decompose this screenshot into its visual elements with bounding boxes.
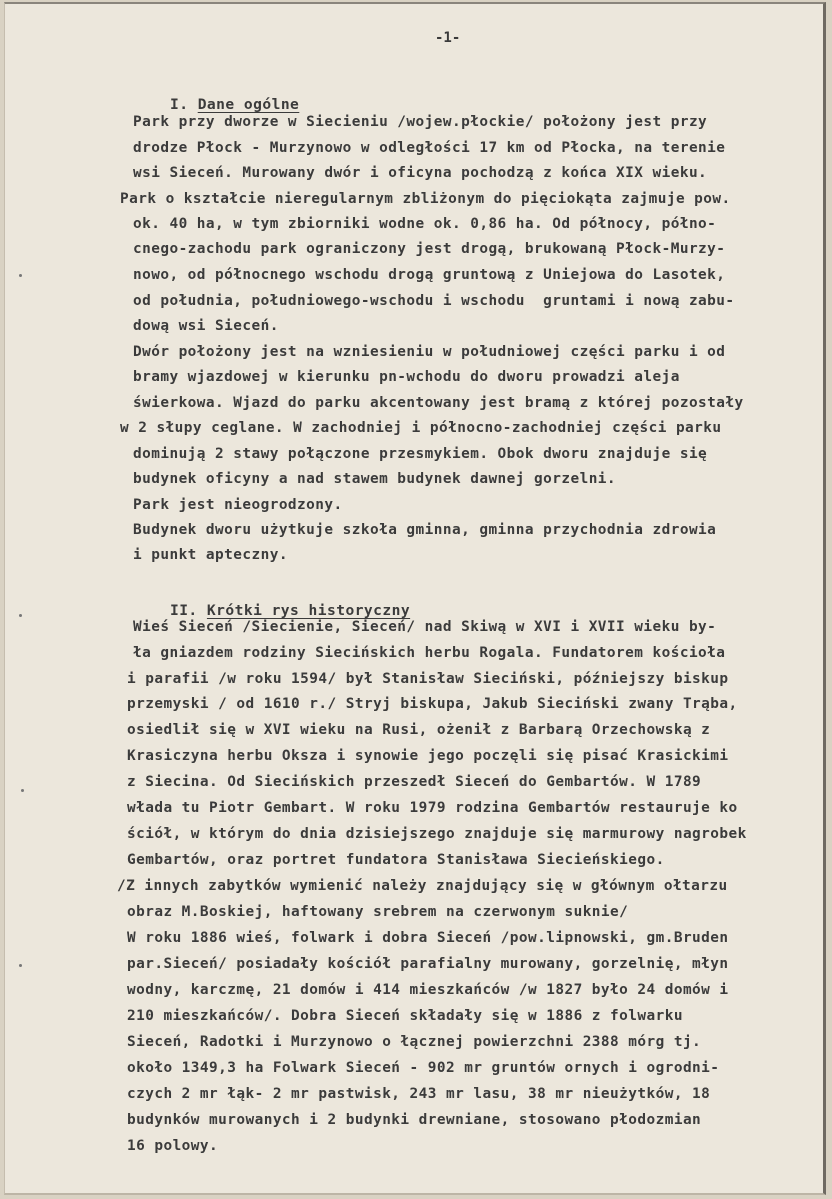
s1-line: i punkt apteczny. bbox=[133, 547, 288, 563]
s2-line: wodny, karczmę, 21 domów i 414 mieszkańców /w 1827 było 24 domów i bbox=[127, 982, 729, 998]
s2-line: /Z innych zabytków wymienić należy znajdujący się w głównym ołtarzu bbox=[117, 878, 728, 894]
s2-line: obraz M.Boskiej, haftowany srebrem na czerwonym suknie/ bbox=[127, 904, 629, 920]
s1-line: nowo, od północnego wschodu drogą gruntową z Uniejowa do Lasotek, bbox=[133, 267, 726, 283]
s1-line: dominują 2 stawy połączone przesmykiem. Obok dworu znajduje się bbox=[133, 446, 708, 462]
scan-speck bbox=[19, 274, 22, 277]
s1-line: Park przy dworze w Siecieniu /wojew.płockie/ położony jest przy bbox=[133, 114, 708, 130]
s1-line: ok. 40 ha, w tym zbiorniki wodne ok. 0,86 ha. Od północy, półno- bbox=[133, 216, 717, 232]
section-1-title: Dane ogólne bbox=[197, 96, 300, 113]
s2-line: W roku 1886 wieś, folwark i dobra Sieceń /pow.lipnowski, gm.Bruden bbox=[127, 930, 729, 946]
page-number: -1- bbox=[435, 30, 461, 46]
s1-line: Park o kształcie nieregularnym zbliżonym do pięciokąta zajmuje pow. bbox=[120, 191, 731, 207]
s2-line: osiedlił się w XVI wieku na Rusi, ożenił z Barbarą Orzechowską z bbox=[127, 722, 711, 738]
s2-line: Wieś Sieceń /Siecienie, Sieceń/ nad Skiwą w XVI i XVII wieku by- bbox=[133, 619, 717, 635]
s1-line: Dwór położony jest na wzniesieniu w południowej części parku i od bbox=[133, 344, 726, 360]
s2-line: Krasiczyna herbu Oksza i synowie jego poczęli się pisać Krasickimi bbox=[127, 748, 729, 764]
s1-line: bramy wjazdowej w kierunku pn-wchodu do dworu prowadzi aleja bbox=[133, 369, 680, 385]
s2-line: czych 2 mr łąk- 2 mr pastwisk, 243 mr lasu, 38 mr nieużytków, 18 bbox=[127, 1086, 711, 1102]
s1-line: cnego-zachodu park ograniczony jest drogą, brukowaną Płock-Murzy- bbox=[133, 241, 726, 257]
document-page bbox=[4, 2, 826, 1195]
s2-line: i parafii /w roku 1594/ był Stanisław Sieciński, późniejszy biskup bbox=[127, 671, 729, 687]
s2-line: ła gniazdem rodziny Siecińskich herbu Rogala. Fundatorem kościoła bbox=[133, 645, 726, 661]
s2-line: 210 mieszkańców/. Dobra Sieceń składały się w 1886 z folwarku bbox=[127, 1008, 683, 1024]
s2-line: z Siecina. Od Siecińskich przeszedł Sieceń do Gembartów. W 1789 bbox=[127, 774, 702, 790]
section-1-number: I. bbox=[169, 96, 189, 113]
s1-line: świerkowa. Wjazd do parku akcentowany jest bramą z której pozostały bbox=[133, 395, 744, 411]
s1-line: wsi Sieceń. Murowany dwór i oficyna pochodzą z końca XIX wieku. bbox=[133, 165, 708, 181]
s2-line: około 1349,3 ha Folwark Sieceń - 902 mr gruntów ornych i ogrodni- bbox=[127, 1060, 720, 1076]
s1-line: od południa, południowego-wschodu i wschodu gruntami i nową zabu- bbox=[133, 293, 735, 309]
s1-line: drodze Płock - Murzynowo w odległości 17 km od Płocka, na terenie bbox=[133, 140, 726, 156]
s1-line: dową wsi Sieceń. bbox=[133, 318, 279, 334]
scan-speck bbox=[19, 964, 22, 967]
s2-line: par.Sieceń/ posiadały kościół parafialny murowany, gorzelnię, młyn bbox=[127, 956, 729, 972]
scan-speck bbox=[19, 614, 22, 617]
s2-line: budynków murowanych i 2 budynki drewniane, stosowano płodozmian bbox=[127, 1112, 702, 1128]
s2-line: przemyski / od 1610 r./ Stryj biskupa, Jakub Sieciński zwany Trąba, bbox=[127, 696, 738, 712]
s2-line: Sieceń, Radotki i Murzynowo o łącznej powierzchni 2388 mórg tj. bbox=[127, 1034, 702, 1050]
s1-line: Budynek dworu użytkuje szkoła gminna, gminna przychodnia zdrowia bbox=[133, 522, 717, 538]
s1-line: budynek oficyny a nad stawem budynek dawnej gorzelni. bbox=[133, 471, 617, 487]
scan-speck bbox=[21, 789, 24, 792]
section-2-number: II. bbox=[169, 602, 198, 619]
s1-line: w 2 słupy ceglane. W zachodniej i północno-zachodniej części parku bbox=[120, 420, 722, 436]
s1-line: Park jest nieogrodzony. bbox=[133, 497, 343, 513]
s2-line: włada tu Piotr Gembart. W roku 1979 rodzina Gembartów restauruje ko bbox=[127, 800, 738, 816]
section-2-title: Krótki rys historyczny bbox=[206, 602, 411, 619]
s2-line: 16 polowy. bbox=[127, 1138, 219, 1154]
s2-line: ściół, w którym do dnia dzisiejszego znajduje się marmurowy nagrobek bbox=[127, 826, 747, 842]
s2-line: Gembartów, oraz portret fundatora Stanisława Siecieńskiego. bbox=[127, 852, 665, 868]
